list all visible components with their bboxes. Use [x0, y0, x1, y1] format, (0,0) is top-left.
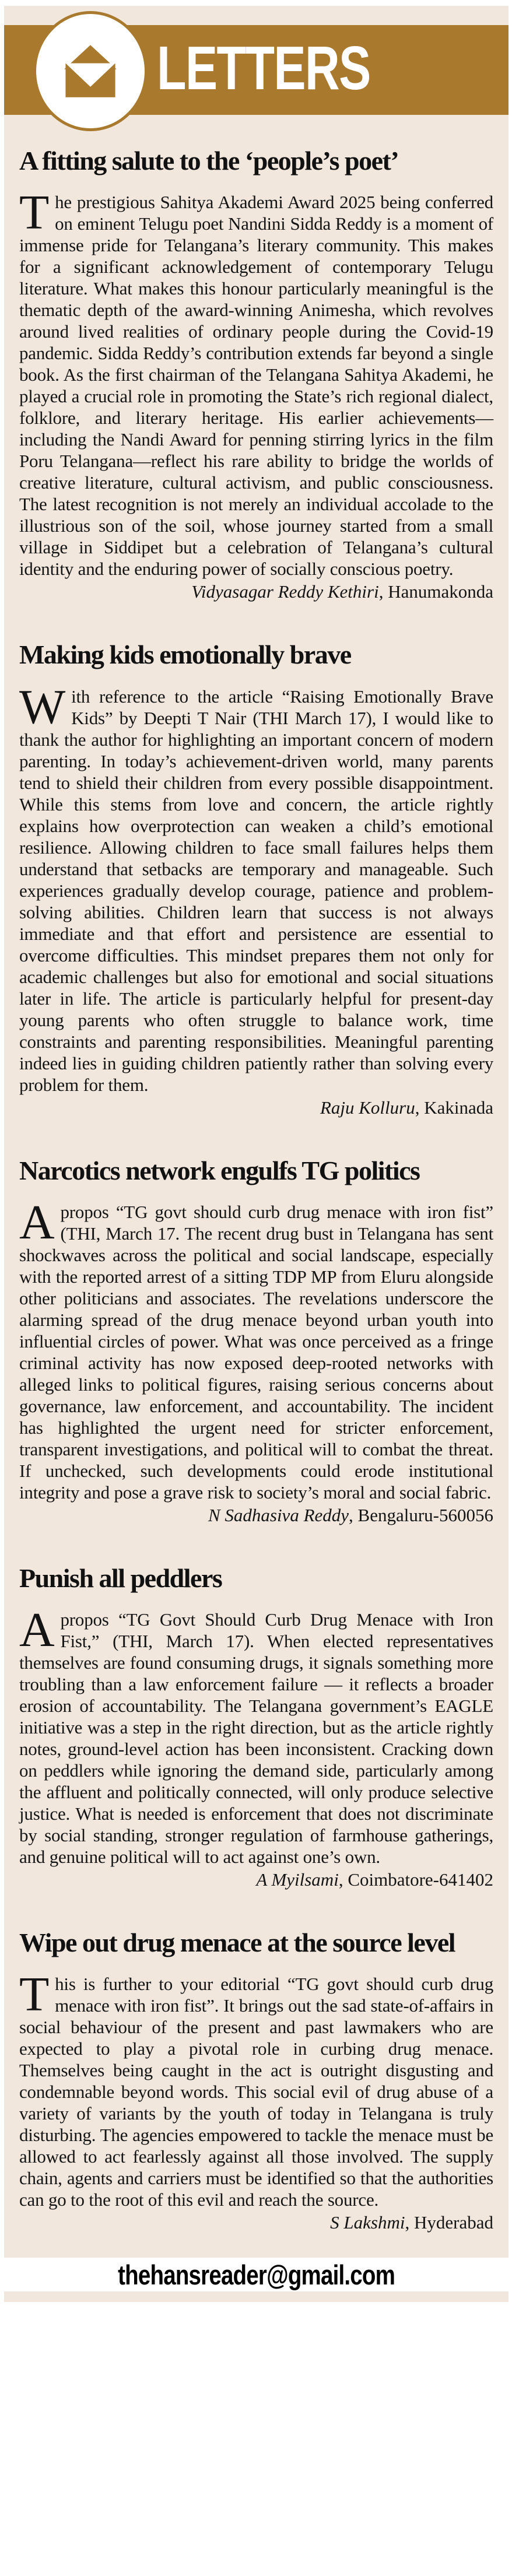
letter-text: ith reference to the article “Raising Emotionally Brave Kids” by Deepti T Nair (THI March 17), I would like to thank the author for highlighting an important concern of modern parenting. In today’s achievement-driven world, many parents tend to shield their children from every possible disappointment. While this stems from love and concern, the article rightly explains how overprotection can weaken a child’s emotional resilience. Allowing children to face small failures helps them understand that setbacks are temporary and manageable. Such experiences gradually develop courage, patience and problem-solving abilities. Children learn that success is not always immediate and that effort and persistence are essential to overcome difficulties. This mindset prepares them not only for academic challenges but also for emotional and social situations later in life. The article is particularly helpful for present-day young parents who often struggle to balance work, time constraints and parenting responsibilities. Meaningful parenting indeed lies in guiding children patiently rather than solving every problem for them.	[19, 686, 493, 1095]
signature-name: A Myilsami	[256, 1869, 339, 1890]
signature-place: Bengaluru-560056	[357, 1504, 493, 1525]
signature-place: Hyderabad	[414, 2212, 493, 2233]
letter	[19, 147, 493, 602]
letter-dropcap: A	[19, 1195, 55, 1250]
letters-header-band	[4, 25, 509, 115]
envelope-badge	[33, 11, 148, 131]
letter	[19, 641, 493, 1118]
letter-body	[19, 185, 493, 580]
signature-separator: ,	[415, 1097, 425, 1118]
letter-dropcap: W	[19, 679, 66, 734]
footer-strip	[4, 2258, 509, 2291]
letter-signature	[19, 2212, 493, 2233]
signature-place: Kakinada	[424, 1097, 493, 1118]
letter-text: propos “TG Govt Should Curb Drug Menace with Iron Fist,” (THI, March 17). When elected representatives themselves are found consuming drugs, it signals something more troubling than a law enforcement failure — it reflects a broader erosion of accountability. The Telangana government’s EAGLE initiative was a step in the right direction, but as the article rightly notes, ground-level action has been inconsistent. Cracking down on peddlers while ignoring the demand side, particularly among the affluent and politically connected, will only produce selective justice. What is needed is enforcement that does not discriminate by social standing, stronger regulation of farmhouse gatherings, and genuine political will to act against one’s own.	[19, 1609, 493, 1868]
letter-text: he prestigious Sahitya Akademi Award 2025 being conferred on eminent Telugu poet Nandini Sidda Reddy is a moment of immense pride for Telangana’s literary community. This makes for a significant acknowledgement of contemporary Telugu literature. What makes this honour particularly meaningful is the thematic depth of the award-winning Animesha, which revolves around lived realities of ordinary people during the Covid-19 pandemic. Sidda Reddy’s contribution extends far beyond a single book. As the first chairman of the Telangana Sahitya Akademi, he played a crucial role in promoting the State’s rich regional dialect, folklore, and literary heritage. His earlier achievements—including the Nandi Award for penning stirring lyrics in the film Poru Telangana—reflect his rare ability to bridge the worlds of creative literature, cultural activism, and public consciousness. The latest recognition is not merely an individual accolade to the illustrious son of the soil, whose journey started from a small village in Siddipet but a celebration of Telangana’s cultural identity and the enduring power of socially conscious poetry.	[19, 192, 493, 580]
signature-place: Coimbatore-641402	[348, 1869, 493, 1890]
letters-list	[19, 147, 493, 2233]
letter-body	[19, 1603, 493, 1868]
letter	[19, 1929, 493, 2233]
reader-email: thehansreader@gmail.com	[118, 2259, 395, 2290]
letter-text: propos “TG govt should curb drug menace with iron fist” (THI, March 17. The recent drug bust in Telangana has sent shockwaves across the political and social landscape, especially with the reported arrest of a sitting TDP MP from Eluru alongside other politicians and associates. The revelations underscore the alarming spread of the drug menace beyond urban youth into influential circles of power. What was once perceived as a fringe criminal activity has now exposed deep-rooted networks with alleged links to political figures, raising serious concerns about governance, law enforcement, and accountability. The incident has highlighted the urgent need for stricter enforcement, transparent investigations, and political will to combat the threat. If unchecked, such developments could erode institutional integrity and pose a grave risk to society’s moral and social fabric.	[19, 1201, 493, 1503]
letter-text: his is further to your editorial “TG govt should curb drug menace with iron fist”. It brings out the sad state-of-affairs in social behaviour of the present and past lawmakers who are expected to play a pivotal role in curbing drug menace. Themselves being caught in the act is outright disgusting and condemnable beyond words. This social evil of drug abuse of a variety of variants by the youth of today in Telangana is truly disturbing. The agencies empowered to tackle the menace must be allowed to act fearlessly against all those involved. The supply chain, agents and carriers must be identified so that the authorities can go to the root of this evil and reach the source.	[19, 1974, 493, 2210]
letter-body	[19, 679, 493, 1096]
letter-body	[19, 1967, 493, 2210]
letter-body	[19, 1195, 493, 1503]
signature-place: Hanumakonda	[388, 581, 493, 602]
letter-signature	[19, 1504, 493, 1526]
letter-signature	[19, 1869, 493, 1890]
signature-separator: ,	[378, 581, 388, 602]
signature-name: Vidyasagar Reddy Kethiri	[191, 581, 379, 602]
letter-headline: Punish all peddlers	[19, 1563, 222, 1593]
letter	[19, 1157, 493, 1526]
letter-signature	[19, 1097, 493, 1118]
letter-headline: A fitting salute to the ‘people’s poet’	[19, 146, 399, 176]
open-envelope-icon	[56, 38, 125, 104]
letter-headline: Wipe out drug menace at the source level	[19, 1928, 455, 1958]
signature-name: N Sadhasiva Reddy	[208, 1504, 349, 1525]
letter-signature	[19, 581, 493, 602]
letter-dropcap: A	[19, 1603, 55, 1658]
letter	[19, 1564, 493, 1890]
letter-headline: Making kids emotionally brave	[19, 640, 351, 670]
section-title: LETTERS	[157, 34, 370, 103]
letters-page	[4, 6, 509, 2302]
letter-dropcap: T	[19, 185, 50, 240]
signature-name: Raju Kolluru	[320, 1097, 415, 1118]
signature-separator: ,	[338, 1869, 348, 1890]
signature-separator: ,	[349, 1504, 358, 1525]
signature-name: S Lakshmi	[330, 2212, 405, 2233]
signature-separator: ,	[405, 2212, 414, 2233]
letter-headline: Narcotics network engulfs TG politics	[19, 1155, 420, 1185]
letter-dropcap: T	[19, 1967, 50, 2022]
